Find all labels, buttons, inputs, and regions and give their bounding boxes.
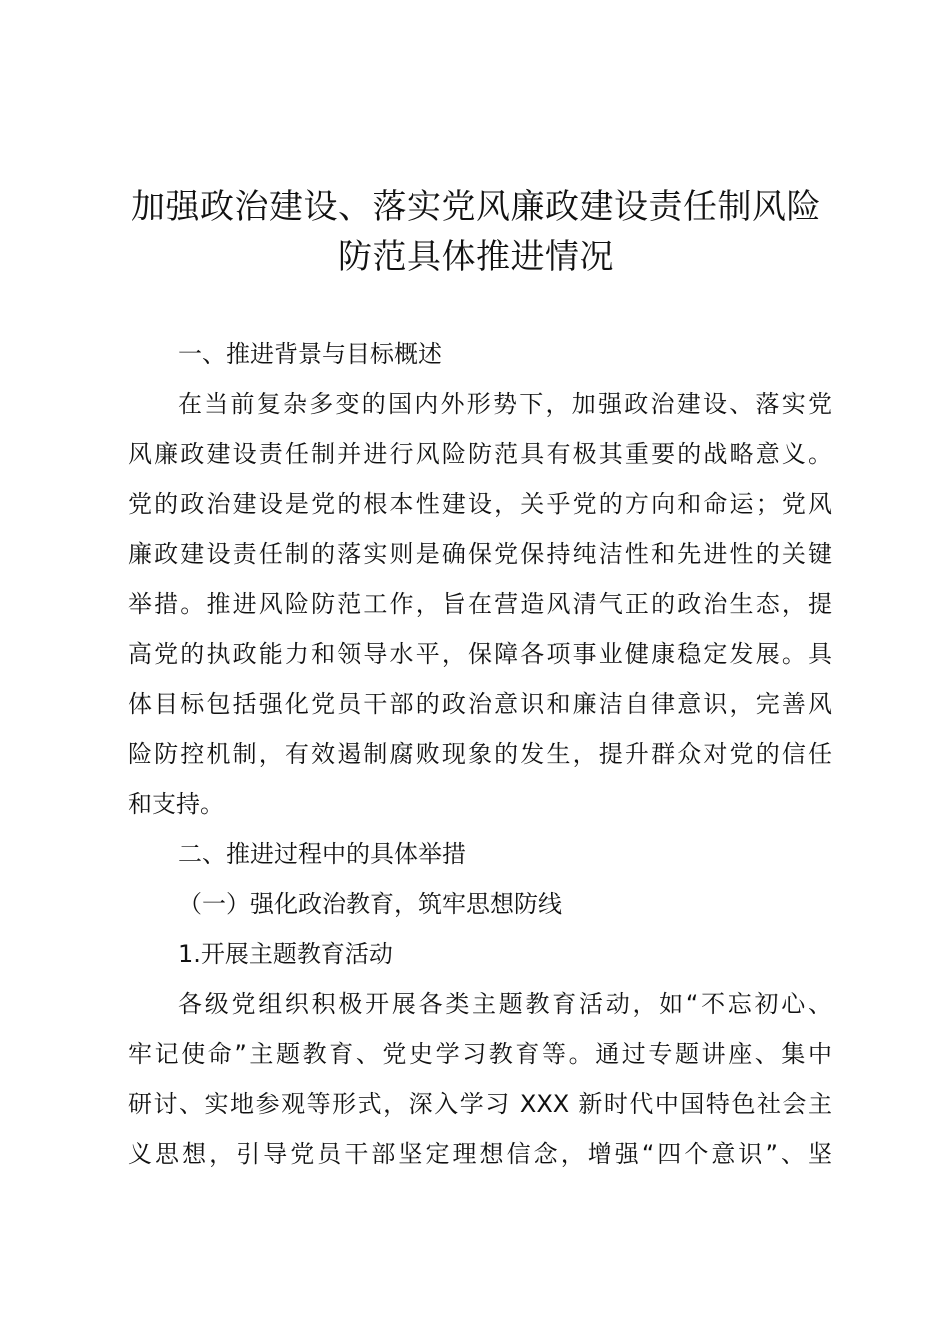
paragraph-line: 廉政建设责任制的落实则是确保党保持纯洁性和先进性的关键	[128, 540, 832, 568]
paragraph-line: 体目标包括强化党员干部的政治意识和廉洁自律意识，完善风	[128, 690, 832, 718]
paragraph-line: 各级党组织积极开展各类主题教育活动，如“不忘初心、	[178, 990, 832, 1018]
paragraph-line: 高党的执政能力和领导水平，保障各项事业健康稳定发展。具	[128, 640, 832, 668]
document-title-line-1: 加强政治建设、落实党风廉政建设责任制风险	[131, 187, 821, 227]
paragraph-line: 险防控机制，有效遏制腐败现象的发生，提升群众对党的信任	[128, 740, 832, 768]
paragraph-line: 和支持。	[128, 790, 224, 818]
paragraph-line: 党的政治建设是党的根本性建设，关乎党的方向和命运；党风	[128, 490, 832, 518]
paragraph-line: 义思想，引导党员干部坚定理想信念，增强“四个意识”、坚	[128, 1140, 832, 1168]
section-heading-2: 二、推进过程中的具体举措	[178, 840, 466, 868]
section-heading-1: 一、推进背景与目标概述	[178, 340, 442, 368]
paragraph-line: 风廉政建设责任制并进行风险防范具有极其重要的战略意义。	[128, 440, 832, 468]
paragraph-line: 在当前复杂多变的国内外形势下，加强政治建设、落实党	[178, 390, 832, 418]
paragraph-line: 举措。推进风险防范工作，旨在营造风清气正的政治生态，提	[128, 590, 832, 618]
paragraph-line: 牢记使命”主题教育、党史学习教育等。通过专题讲座、集中	[128, 1040, 832, 1068]
subsection-heading-1: （一）强化政治教育，筑牢思想防线	[178, 890, 562, 918]
paragraph-line: 研讨、实地参观等形式，深入学习 XXX 新时代中国特色社会主	[128, 1090, 832, 1118]
document-title-line-2: 防范具体推进情况	[338, 237, 614, 277]
item-heading-1: 1.开展主题教育活动	[178, 940, 393, 968]
